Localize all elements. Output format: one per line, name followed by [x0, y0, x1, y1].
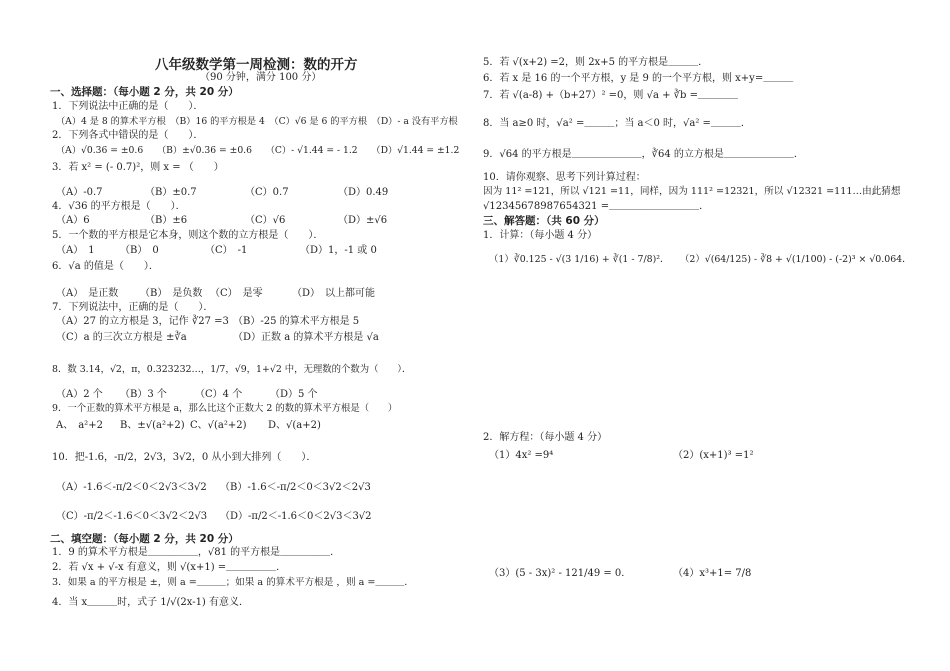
solve-heading: 2．解方程：（每小题 4 分）: [483, 432, 608, 443]
fill-q7: 7．若 √(a-8) +（b+27）² =0，则 √a + ∛b =＿＿＿＿: [483, 90, 738, 101]
q7-option-b: （B）-25 的算术平方根是 5: [233, 316, 360, 327]
q7-option-a: （A）27 的立方根是 3，记作 ∛27 =3: [56, 316, 229, 327]
q6-option-b: （B） 是负数: [140, 288, 203, 299]
page-title: 八年级数学第一周检测：数的开方: [155, 57, 358, 73]
q9-stem: 9．一个正数的算术平方根是 a，那么比这个正数大 2 的数的算术平方根是（ ）: [52, 403, 398, 414]
q8-option-b: （B）3 个: [120, 389, 167, 400]
equation-3: （3）(5 - 3x)² - 121/49 = 0．: [489, 568, 632, 579]
q3-option-c: （C）0.7: [245, 187, 289, 198]
equation-4: （4）x³+1= 7/8: [673, 568, 752, 579]
equation-1: （1）4x² =9⁴: [489, 450, 554, 461]
fill-q2: 2．若 √x + √-x 有意义，则 √(x+1) =＿＿＿＿＿．: [52, 562, 287, 573]
fill-q10-intro: 10．请你观察、思考下列计算过程：: [483, 172, 646, 183]
section3-heading: 三、解答题：（共 60 分）: [483, 215, 605, 227]
calc-2: （2）√(64/125) - ∛8 + √(1/100) - (-2)³ × √0.064．: [680, 254, 912, 265]
q10-option-d: （D）-π/2＜-1.6＜0＜2√3＜3√2: [220, 511, 372, 522]
fill-q1: 1．9 的算术平方根是＿＿＿＿＿，√81 的平方根是＿＿＿＿＿．: [52, 547, 341, 558]
q5-stem: 5．一个数的平方根是它本身，则这个数的立方根是（ ）．: [52, 230, 324, 241]
q4-stem: 4．√36 的平方根是（ ）．: [52, 201, 186, 212]
fill-q4: 4．当 x＿＿＿时，式子 1/√(2x-1) 有意义．: [52, 597, 250, 608]
q6-option-d: （D） 以上都可能: [292, 288, 376, 299]
fill-q5: 5．若 √(x+2) =2，则 2x+5 的平方根是＿＿＿．: [483, 57, 709, 68]
q5-option-a: （A） 1: [56, 245, 95, 256]
q3-stem: 3．若 x² = (- 0.7)²，则 x = （ ）: [52, 162, 224, 173]
fill-q3: 3．如果 a 的平方根是 ±，则 a =＿＿＿；如果 a 的算术平方根是 ，则 a =＿＿＿．: [52, 577, 414, 588]
q10-option-b: （B）-1.6＜-π/2＜0＜3√2＜2√3: [220, 482, 371, 493]
q9-option-c: C、√(a²+2): [190, 420, 247, 431]
q10-option-c: （C）-π/2＜-1.6＜0＜3√2＜2√3: [56, 511, 208, 522]
q6-option-a: （A） 是正数: [56, 288, 119, 299]
q4-option-d: （D）±√6: [338, 215, 388, 226]
q2-options: （A）√0.36 = ±0.6 （B）±√0.36 = ±0.6 （C）- √1.44 = - 1.2 （D）√1.44 = ±1.2: [56, 145, 460, 156]
q6-stem: 6．√a 的值是（ ）．: [52, 261, 159, 272]
section2-heading: 二、填空题：（每小题 2 分，共 20 分）: [50, 533, 239, 545]
q7-option-c: （C）a 的三次立方根是 ±∛a: [56, 332, 187, 343]
q3-option-b: （B）±0.7: [145, 187, 197, 198]
q7-stem: 7．下列说法中，正确的是（ ）．: [52, 302, 214, 313]
q10-option-a: （A）-1.6＜-π/2＜0＜2√3＜3√2: [56, 482, 207, 493]
page-subtitle: （90 分钟，满分 100 分）: [200, 72, 322, 83]
q6-option-c: （C） 是零: [210, 288, 263, 299]
fill-q10-body: 因为 11² =121，所以 √121 =11，同样，因为 111² =12321，所以 √12321 =111…由此猜想: [483, 186, 901, 197]
q10-stem: 10．把-1.6，-π/2，2√3，3√2，0 从小到大排列（ ）．: [52, 452, 317, 463]
q9-option-b: B、±√(a²+2): [120, 420, 185, 431]
q3-option-d: （D）0.49: [338, 187, 389, 198]
equation-2: （2）(x+1)³ =1²: [673, 450, 754, 461]
q9-option-a: A、 a²+2: [56, 420, 103, 431]
q1-options: （A）4 是 8 的算术平方根 （B）16 的平方根是 4 （C）√6 是 6 的平方根 （D）- a 没有平方根: [56, 116, 458, 127]
q9-option-d: D、√(a+2): [268, 420, 321, 431]
fill-q8: 8．当 a≥0 时，√a² =＿＿＿；当 a＜0 时，√a² =＿＿＿．: [483, 118, 751, 129]
fill-q6: 6．若 x 是 16 的一个平方根，y 是 9 的一个平方根，则 x+y=＿＿＿: [483, 73, 794, 84]
q8-option-c: （C）4 个: [195, 389, 243, 400]
q4-option-c: （C）√6: [245, 215, 286, 226]
section1-heading: 一、选择题：（每小题 2 分，共 20 分）: [50, 86, 239, 98]
calc-1: （1）∛0.125 - √(3 1/16) + ∛(1 - 7/8)²．: [489, 254, 670, 265]
calc-heading: 1．计算：（每小题 4 分）: [483, 230, 598, 241]
q3-option-a: （A）-0.7: [56, 187, 103, 198]
q2-stem: 2．下列各式中错误的是（ ）．: [52, 130, 204, 141]
q5-option-b: （B） 0: [120, 245, 159, 256]
q7-option-d: （D）正数 a 的算术平方根是 √a: [233, 332, 379, 343]
q8-stem: 8．数 3.14，√2，π，0.323232…，1/7，√9，1+√2 中，无理数的个数为（ ）．: [52, 364, 412, 375]
q4-option-a: （A）6: [56, 215, 90, 226]
fill-q10-answer: √12345678987654321 =＿＿＿＿＿＿＿＿＿．: [483, 201, 710, 212]
q5-option-d: （D）1，-1 或 0: [300, 245, 377, 256]
q4-option-b: （B）±6: [145, 215, 188, 226]
q5-option-c: （C） -1: [205, 245, 248, 256]
q8-option-d: （D）5 个: [270, 389, 318, 400]
q1-stem: 1．下列说法中正确的是（ ）．: [52, 101, 204, 112]
fill-q9: 9．√64 的平方根是＿＿＿＿＿＿＿，∛64 的立方根是＿＿＿＿＿＿＿．: [483, 149, 804, 160]
q8-option-a: （A）2 个: [56, 389, 103, 400]
